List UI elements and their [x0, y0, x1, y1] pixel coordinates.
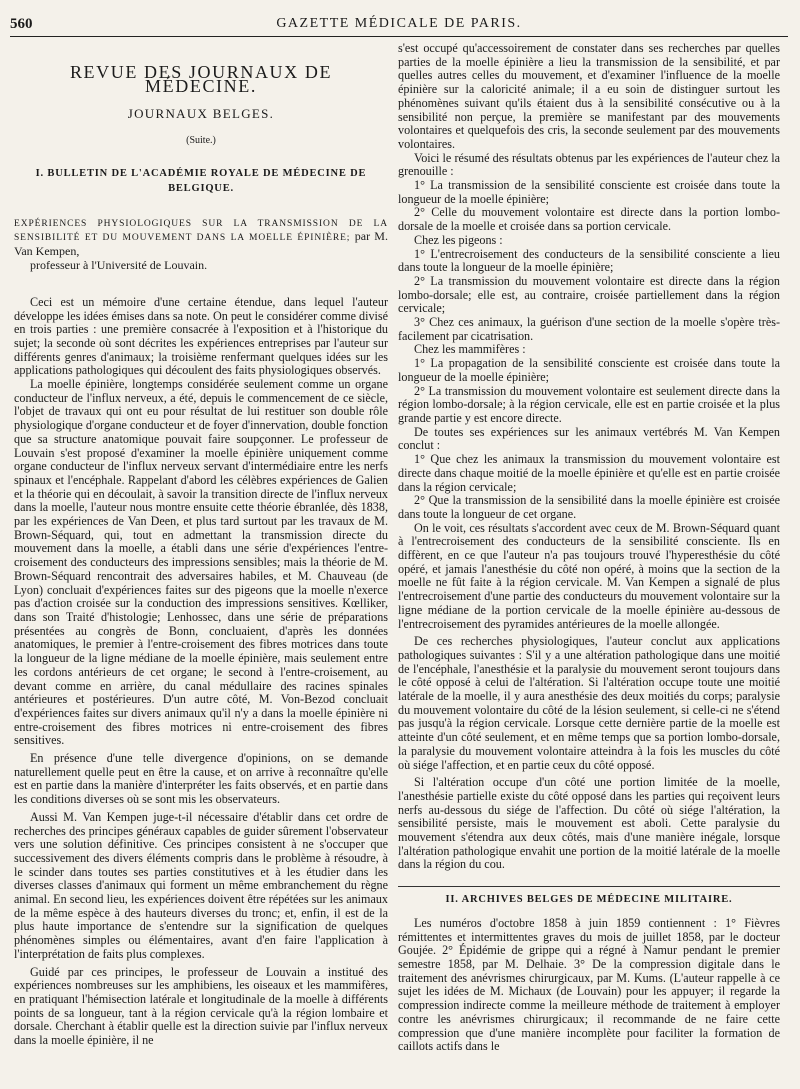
paragraph: De toutes ses expériences sur les animaux vertébrés M. Van Kempen conclut : — [398, 424, 780, 453]
list-item: 1° L'entrecroisement des conducteurs de la sensibilité consciente a lieu dans toute la longueur de la moelle épinière; — [398, 246, 780, 275]
paragraph: En présence d'une telle divergence d'opinions, on se demande naturellement quelle peut en être la cause, et on arrive à reconnaître qu'elle est en partie dans la manière d'interpréter les faits observés, et en partie dans les conditions diverses où se sont mis les observateurs. — [14, 751, 388, 807]
archives-heading: II. ARCHIVES BELGES DE MÉDECINE MILITAIRE. — [398, 886, 780, 907]
list-item: 3° Chez ces animaux, la guérison d'une section de la moelle s'opère très-facilement par cicatrisation. — [398, 315, 780, 343]
paragraph: Chez les mammifères : — [414, 342, 526, 357]
article-title: EXPÉRIENCES PHYSIOLOGIQUES SUR LA TRANSMISSION DE LA SENSIBILITÉ ET DU MOUVEMENT DANS LA MOELLE ÉPINIÈRE; — [14, 218, 388, 244]
list-item: 2° Celle du mouvement volontaire est directe dans la portion lombo-dorsale de la moelle et croisée dans sa portion cervicale. — [398, 205, 780, 234]
paragraph: La moelle épinière, longtemps considérée seulement comme un organe conducteur de l'influx nerveux, a été, depuis le commencement de ce siècle, l'objet de travaux qui ont eu pour résultat de lui restituer son double rôle physiologique d'organe conducteur et de foyer d'innervation, double fonction que sa structure anatomique pouvait faire soupçonner. Le professeur de Louvain s'est proposé d'examiner la moelle épinière uniquement comme organe conducteur de l'influx nerveux servant d'intermédiaire entre les nerfs spinaux et l'encéphale. Rappelant d'abord les célèbres expériences de Galien et la théorie qui en découlait, à savoir la transition directe de l'influx nerveux dans la moelle, l'auteur nous montre ensuite cette théorie ébranlée, dès 1838, par les expériences de Van Deen, et plus tard surtout par les travaux de M. Brown-Séquard, qui, tout en admettant la transmission directe du mouvement dans la moelle, a établi dans une série d'expériences l'entre-croisement des conducteurs des impressions sensibles; mais la théorie de M. Brown-Séquard rencontrait des adversaires habiles, et M. Chauveau (de Lyon) concluait d'expériences faites sur des pigeons que la moelle n'exerce pas d'action croisée sur la conduction des impressions sensitives. Kœlliker, dans son Traité d'histologie; Lenhossec, dans une série de préparations présentées au congrès de Bonn, concluaient, d'après les données anatomiques, le premier à l'entre-croisement des fibres motrices dans toute la longueur de la ligne médiane de la moelle épinière, mais seulement entre les cordons antérieurs de cet organe; le second à l'entre-croisement, au devant comme en arrière, du canal médullaire des racines spinales antérieures et postérieures. D'un autre côté, M. Von-Bezod concluait d'expériences faites sur divers animaux qu'il n'y a dans la moelle épinière ni entre-croisement des fibres motrices ni entre-croisement des fibres sensitives. — [14, 377, 388, 748]
article-affiliation: professeur à l'Université de Louvain. — [30, 258, 208, 273]
bulletin-heading: I. BULLETIN DE L'ACADÉMIE ROYALE DE MÉDECINE DE BELGIQUE. — [35, 167, 367, 194]
paragraph: s'est occupé qu'accessoirement de constater dans ses recherches par quelles parties de la moelle épinière a lieu la transmission de la sensibilité, et par quelles autres celles du mouvement, et d'examiner l'influence de la moelle épinière sur la caloricité animale; il a eu soin de distinguer surtout les phénomènes suivant qu'ils étaient dus à la sensibilité consécutive ou à la sensibilité non perçue, la première se manifestant par des mouvements volontaires et quelquefois des cris, la seconde seulement par des mouvements volontaires. — [398, 42, 780, 151]
paragraph: Si l'altération occupe d'un côté une portion limitée de la moelle, l'anesthésie partielle existe du côté opposé dans les parties qui reçoivent leurs nerfs au-dessous du siége de l'affection. Du côté où siége l'altération, la sensibilité persiste, mais le mouvement est aboli. Cette paralysie du mouvement s'étendra aux deux côtés, mais d'une manière inégale, lorsque l'altération pathologique envahit une portion de la moitié latérale de la moelle dans la région du cou. — [398, 775, 780, 872]
journal-title: GAZETTE MÉDICALE DE PARIS. — [276, 16, 522, 31]
suite-note: (Suite.) — [186, 135, 216, 147]
list-item: 2° La transmission du mouvement volontaire est directe dans la région lombo-dorsale; elle est, au contraire, croisée partiellement dans la région cervicale; — [398, 273, 780, 316]
paragraph: Voici le résumé des résultats obtenus par les expériences de l'auteur chez la grenouille : — [398, 150, 780, 179]
page-header — [10, 14, 788, 37]
page-number: 560 — [10, 16, 33, 32]
paragraph: De ces recherches physiologiques, l'auteur conclut aux applications pathologiques suivantes : S'il y a une altération pathologique dans une moitié de l'encéphale, l'anesthésie et la paralysie du mouvement seront toujours dans le côté opposé à celui de l'altération. Si l'altération occupe toute une moitié latérale de la moelle, il y aura anesthésie des deux moitiés du corps; paralysie du mouvement volontaire du côté de la lésion seulement, si celle-ci ne s'étend pas jusqu'à la région cervicale. Lorsque cette dernière partie de la moelle est atteinte d'un côté seulement, et en même temps que sa portion lombo-dorsale, la paralysie du mouvement volontaire atteindra à la fois les muscles du côté où siége l'affection, et en partie ceux du côté opposé. — [398, 634, 780, 772]
list-item: 2° La transmission du mouvement volontaire est seulement directe dans la région lombo-dorsale; à la région cervicale, elle est en partie croisée et la plus grande partie y est encore directe. — [398, 383, 780, 425]
list-item: 1° Que chez les animaux la transmission du mouvement volontaire est directe dans chaque moitié de la moelle épinière et qu'elle est en partie croisée dans la région cervicale; — [398, 452, 780, 494]
left-column — [14, 42, 388, 1083]
list-item: 2° Que la transmission de la sensibilité dans la moelle épinière est croisée dans toute la longueur de cet organe. — [398, 493, 780, 521]
paragraph: On le voit, ces résultats s'accordent avec ceux de M. Brown-Séquard quant à l'entrecroisement des conducteurs de la sensibilité consciente. Ils en diffèrent, en ce que l'auteur n'a pas toujours trouvé l'hyperesthésie du côté opéré, et jamais l'anesthésie du côté non opéré, à moins que la section de la moelle ne fût faite à la région cervicale. M. Van Kempen a signalé de plus l'entrecroisement d'une partie des conducteurs du mouvement volontaire sur la ligne médiane de la portion cervicale de la moelle épinière au-dessous de l'entrecroisement des pyramides antérieures de la moelle allongée. — [398, 520, 780, 631]
paragraph: Ceci est un mémoire d'une certaine étendue, dans lequel l'auteur développe les idées émises dans sa note. On peut le considérer comme divisé en trois parties : une première consacrée à l'exposition et à l'historique du sujet; la seconde où sont décrites les expériences entreprises par l'auteur sur différents genres d'animaux; la troisième renfermant quelques idées sur les applications pathologiques qui découlent des faits physiologiques observés. — [14, 294, 388, 378]
paragraph: Chez les pigeons : — [414, 232, 503, 247]
right-column — [398, 42, 780, 1083]
list-item: 1° La propagation de la sensibilité consciente est croisée dans toute la longueur de la moelle épinière; — [398, 356, 780, 384]
list-item: 1° La transmission de la sensibilité consciente est croisée dans toute la longueur de la moelle épinière; — [398, 178, 780, 206]
paragraph: Les numéros d'octobre 1858 à juin 1859 contiennent : 1° Fièvres rémittentes et intermittentes graves du mois de juillet 1858, par le docteur Goujée. 2° Épidémie de grippe qui a régné à Namur pendant le premier semestre 1858, par M. Delhaie. 3° De la compression digitale dans le traitement des anévrismes chirurgicaux, par M. Kums. (L'auteur rappelle à ce sujet les idées de M. Michaux (de Louvain) pour les appuyer; il regarde la compression indirecte comme la meilleure méthode de traitement à employer contre les anévrismes chirurgicaux; il recommande de ne faire cette compression que d'une manière incomplète pour faciliter la formation de caillots actifs dans le — [398, 915, 780, 1054]
subsection-title: JOURNAUX BELGES. — [127, 106, 275, 122]
article-heading — [14, 218, 388, 272]
article-author: par M. Van Kempen, — [14, 229, 388, 258]
paragraph: Guidé par ces principes, le professeur de Louvain a institué des expériences nombreuses sur les amphibiens, les oiseaux et les mammifères, en pratiquant l'hémisection latérale et longitudinale de la moelle à différents points de sa longueur, tant à la région cervicale qu'à la région lombaire et dorsale. Cherchant à établir quelle est la direction suivie par l'influx nerveux dans la moelle épinière, il ne — [14, 964, 388, 1048]
section-title: REVUE DES JOURNAUX DE MÉDECINE. — [69, 62, 333, 96]
paragraph: Aussi M. Van Kempen juge-t-il nécessaire d'établir dans cet ordre de recherches des principes généraux capables de guider sûrement l'observateur vers une solution définitive. Ces principes consistent à ne s'occuper que successivement des divers éléments compris dans le problème à résoudre, à le scinder dans toutes ses parties constitutives et à les étudier dans les diverses classes d'animaux qui forment un même embranchement du règne animal. En second lieu, les expériences doivent être répétées sur les animaux de la même espèce à des hauteurs diverses du tronc; et, enfin, il est de la plus haute importance de s'entendre sur la signification de quelques phénomènes simples ou élémentaires, avant d'en faire l'application à l'interprétation de faits plus complexes. — [14, 809, 388, 961]
